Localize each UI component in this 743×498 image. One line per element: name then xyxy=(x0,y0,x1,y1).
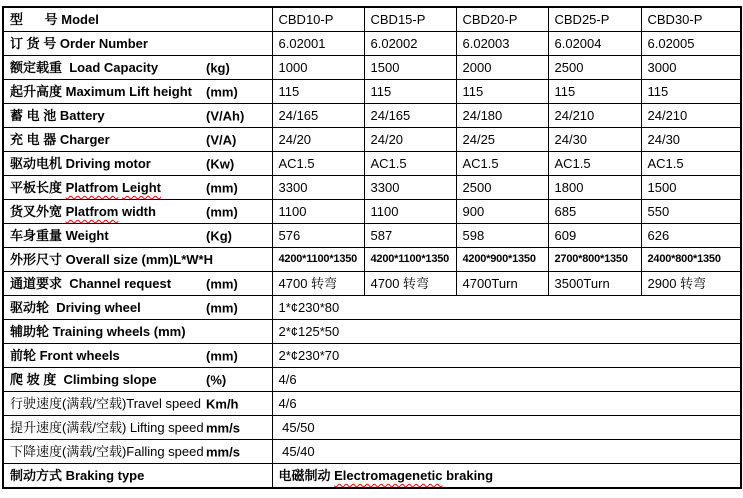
table-row-model xyxy=(3,7,741,32)
row-unit-platform-length: (mm) xyxy=(206,180,238,195)
cell-charger-3: 24/30 xyxy=(548,128,641,152)
cell-battery-3: 24/210 xyxy=(548,104,641,128)
text-segment: 2*¢125*50 xyxy=(278,324,340,339)
row-label-travel-speed xyxy=(3,392,272,416)
row-label-overall-size xyxy=(3,248,272,272)
cell-battery-0: 24/165 xyxy=(272,104,364,128)
text-segment: 下降速度(满载/空载)Falling speed xyxy=(10,444,204,459)
cell-overall-size-4: 2400*800*1350 xyxy=(641,248,741,272)
row-label-charger xyxy=(3,128,272,152)
cell-climbing-slope-span xyxy=(272,368,741,392)
table-row-overall-size xyxy=(3,248,741,272)
text-segment: 型 号 Model xyxy=(10,12,99,27)
cell-channel-request-2: 4700Turn xyxy=(456,272,548,296)
spec-table-body xyxy=(3,7,741,488)
text-segment: 蓄 电 池 Battery xyxy=(10,108,105,123)
cell-training-wheels-span xyxy=(272,320,741,344)
cell-platform-length-3: 1800 xyxy=(548,176,641,200)
text-segment: 爬 坡 度 Climbing slope xyxy=(10,372,157,387)
row-unit-battery: (V/Ah) xyxy=(206,108,245,123)
text-segment: 电磁制动 xyxy=(278,468,335,483)
cell-charger-0: 24/20 xyxy=(272,128,364,152)
row-label-climbing-slope xyxy=(3,368,272,392)
misspelled-word: Leight xyxy=(121,180,161,195)
row-unit-climbing-slope: (%) xyxy=(206,372,227,387)
cell-driving-wheel-span xyxy=(272,296,741,320)
cell-order-number-2: 6.02003 xyxy=(456,32,548,56)
table-row-travel-speed xyxy=(3,392,741,416)
row-label-front-wheels xyxy=(3,344,272,368)
text-segment: 45/50 xyxy=(278,420,315,435)
cell-driving-motor-3: AC1.5 xyxy=(548,152,641,176)
cell-max-lift-height-0: 115 xyxy=(272,80,364,104)
cell-charger-2: 24/25 xyxy=(456,128,548,152)
table-row-weight xyxy=(3,224,741,248)
table-row-load-capacity xyxy=(3,56,741,80)
spec-table xyxy=(2,6,742,489)
cell-driving-motor-2: AC1.5 xyxy=(456,152,548,176)
text-segment: 驱动电机 Driving motor xyxy=(10,156,151,171)
row-label-lifting-speed xyxy=(3,416,272,440)
cell-platform-width-3: 685 xyxy=(548,200,641,224)
row-label-model xyxy=(3,7,272,32)
row-label-weight xyxy=(3,224,272,248)
text-segment: 额定载重 Load Capacity xyxy=(10,60,159,75)
row-label-channel-request xyxy=(3,272,272,296)
row-label-platform-length xyxy=(3,176,272,200)
cell-weight-0: 576 xyxy=(272,224,364,248)
table-row-order-number xyxy=(3,32,741,56)
table-row-platform-length xyxy=(3,176,741,200)
row-unit-lifting-speed: mm/s xyxy=(206,420,240,435)
row-unit-front-wheels: (mm) xyxy=(206,348,238,363)
cell-channel-request-1: 4700 转弯 xyxy=(364,272,456,296)
cell-platform-length-0: 3300 xyxy=(272,176,364,200)
cell-lifting-speed-span xyxy=(272,416,741,440)
text-segment: 驱动轮 Driving wheel xyxy=(10,300,141,315)
cell-charger-1: 24/20 xyxy=(364,128,456,152)
row-label-order-number xyxy=(3,32,272,56)
cell-model-2: CBD20-P xyxy=(456,7,548,32)
cell-travel-speed-span xyxy=(272,392,741,416)
row-label-training-wheels xyxy=(3,320,272,344)
row-label-load-capacity xyxy=(3,56,272,80)
cell-platform-length-1: 3300 xyxy=(364,176,456,200)
row-unit-channel-request: (mm) xyxy=(206,276,238,291)
table-row-channel-request xyxy=(3,272,741,296)
cell-max-lift-height-4: 115 xyxy=(641,80,741,104)
cell-falling-speed-span xyxy=(272,440,741,464)
cell-max-lift-height-3: 115 xyxy=(548,80,641,104)
row-label-max-lift-height xyxy=(3,80,272,104)
cell-max-lift-height-2: 115 xyxy=(456,80,548,104)
table-row-driving-motor xyxy=(3,152,741,176)
cell-battery-4: 24/210 xyxy=(641,104,741,128)
row-label-platform-width xyxy=(3,200,272,224)
cell-max-lift-height-1: 115 xyxy=(364,80,456,104)
cell-overall-size-0: 4200*1100*1350 xyxy=(272,248,364,272)
cell-overall-size-3: 2700*800*1350 xyxy=(548,248,641,272)
row-label-falling-speed xyxy=(3,440,272,464)
text-segment: 2*¢230*70 xyxy=(278,348,340,363)
cell-platform-width-0: 1100 xyxy=(272,200,364,224)
cell-driving-motor-4: AC1.5 xyxy=(641,152,741,176)
table-row-battery xyxy=(3,104,741,128)
text-segment: 订 货 号 Order Number xyxy=(10,36,148,51)
row-unit-travel-speed: Km/h xyxy=(206,396,239,411)
cell-platform-length-4: 1500 xyxy=(641,176,741,200)
table-row-lifting-speed xyxy=(3,416,741,440)
text-segment: 4/6 xyxy=(278,372,297,387)
row-label-braking-type xyxy=(3,464,272,489)
text-segment: 行驶速度(满载/空载)Travel speed xyxy=(10,396,201,411)
cell-model-1: CBD15-P xyxy=(364,7,456,32)
cell-order-number-4: 6.02005 xyxy=(641,32,741,56)
cell-weight-4: 626 xyxy=(641,224,741,248)
text-segment: braking xyxy=(442,468,494,483)
cell-weight-1: 587 xyxy=(364,224,456,248)
misspelled-word: Platfrom xyxy=(65,180,119,195)
cell-platform-length-2: 2500 xyxy=(456,176,548,200)
text-segment: 1*¢230*80 xyxy=(278,300,340,315)
cell-model-0: CBD10-P xyxy=(272,7,364,32)
table-row-max-lift-height xyxy=(3,80,741,104)
text-segment: 平板长度 xyxy=(10,180,66,195)
row-unit-driving-motor: (Kw) xyxy=(206,156,235,171)
table-row-front-wheels xyxy=(3,344,741,368)
text-segment: 制动方式 Braking type xyxy=(10,468,145,483)
text-segment: 车身重量 Weight xyxy=(10,228,109,243)
row-unit-driving-wheel: (mm) xyxy=(206,300,238,315)
cell-battery-2: 24/180 xyxy=(456,104,548,128)
cell-order-number-3: 6.02004 xyxy=(548,32,641,56)
text-segment: 4/6 xyxy=(278,396,297,411)
misspelled-word: Platfrom xyxy=(65,204,119,219)
text-segment: 辅助轮 Training wheels (mm) xyxy=(10,324,186,339)
text-segment: 充 电 器 Charger xyxy=(10,132,110,147)
table-row-climbing-slope xyxy=(3,368,741,392)
cell-order-number-0: 6.02001 xyxy=(272,32,364,56)
cell-platform-width-1: 1100 xyxy=(364,200,456,224)
row-label-driving-motor xyxy=(3,152,272,176)
cell-weight-2: 598 xyxy=(456,224,548,248)
cell-channel-request-4: 2900 转弯 xyxy=(641,272,741,296)
table-row-braking-type xyxy=(3,464,741,489)
cell-load-capacity-2: 2000 xyxy=(456,56,548,80)
cell-battery-1: 24/165 xyxy=(364,104,456,128)
table-row-charger xyxy=(3,128,741,152)
cell-channel-request-0: 4700 转弯 xyxy=(272,272,364,296)
cell-braking-type-span xyxy=(272,464,741,489)
cell-model-3: CBD25-P xyxy=(548,7,641,32)
cell-front-wheels-span xyxy=(272,344,741,368)
text-segment: 45/40 xyxy=(278,444,315,459)
cell-driving-motor-0: AC1.5 xyxy=(272,152,364,176)
row-unit-platform-width: (mm) xyxy=(206,204,238,219)
cell-overall-size-1: 4200*1100*1350 xyxy=(364,248,456,272)
cell-load-capacity-1: 1500 xyxy=(364,56,456,80)
cell-overall-size-2: 4200*900*1350 xyxy=(456,248,548,272)
row-label-driving-wheel xyxy=(3,296,272,320)
cell-load-capacity-3: 2500 xyxy=(548,56,641,80)
cell-charger-4: 24/30 xyxy=(641,128,741,152)
row-label-battery xyxy=(3,104,272,128)
cell-order-number-1: 6.02002 xyxy=(364,32,456,56)
misspelled-word: Electromagenetic xyxy=(334,468,443,483)
text-segment: width xyxy=(118,204,156,219)
row-unit-charger: (V/A) xyxy=(206,132,237,147)
cell-model-4: CBD30-P xyxy=(641,7,741,32)
row-unit-max-lift-height: (mm) xyxy=(206,84,238,99)
cell-driving-motor-1: AC1.5 xyxy=(364,152,456,176)
cell-load-capacity-4: 3000 xyxy=(641,56,741,80)
text-segment: 通道要求 Channel request xyxy=(10,276,172,291)
row-unit-load-capacity: (kg) xyxy=(206,60,230,75)
text-segment: 外形尺寸 Overall size (mm)L*W*H xyxy=(10,252,213,267)
text-segment: 前轮 Front wheels xyxy=(10,348,120,363)
table-row-falling-speed xyxy=(3,440,741,464)
cell-platform-width-4: 550 xyxy=(641,200,741,224)
cell-platform-width-2: 900 xyxy=(456,200,548,224)
table-row-training-wheels xyxy=(3,320,741,344)
text-segment: 提升速度(满载/空载) Lifting speed xyxy=(10,420,204,435)
table-row-driving-wheel xyxy=(3,296,741,320)
row-unit-falling-speed: mm/s xyxy=(206,444,240,459)
table-row-platform-width xyxy=(3,200,741,224)
text-segment: 起升高度 Maximum Lift height xyxy=(10,84,193,99)
text-segment: 货叉外宽 xyxy=(10,204,66,219)
cell-load-capacity-0: 1000 xyxy=(272,56,364,80)
row-unit-weight: (Kg) xyxy=(206,228,232,243)
cell-channel-request-3: 3500Turn xyxy=(548,272,641,296)
cell-weight-3: 609 xyxy=(548,224,641,248)
